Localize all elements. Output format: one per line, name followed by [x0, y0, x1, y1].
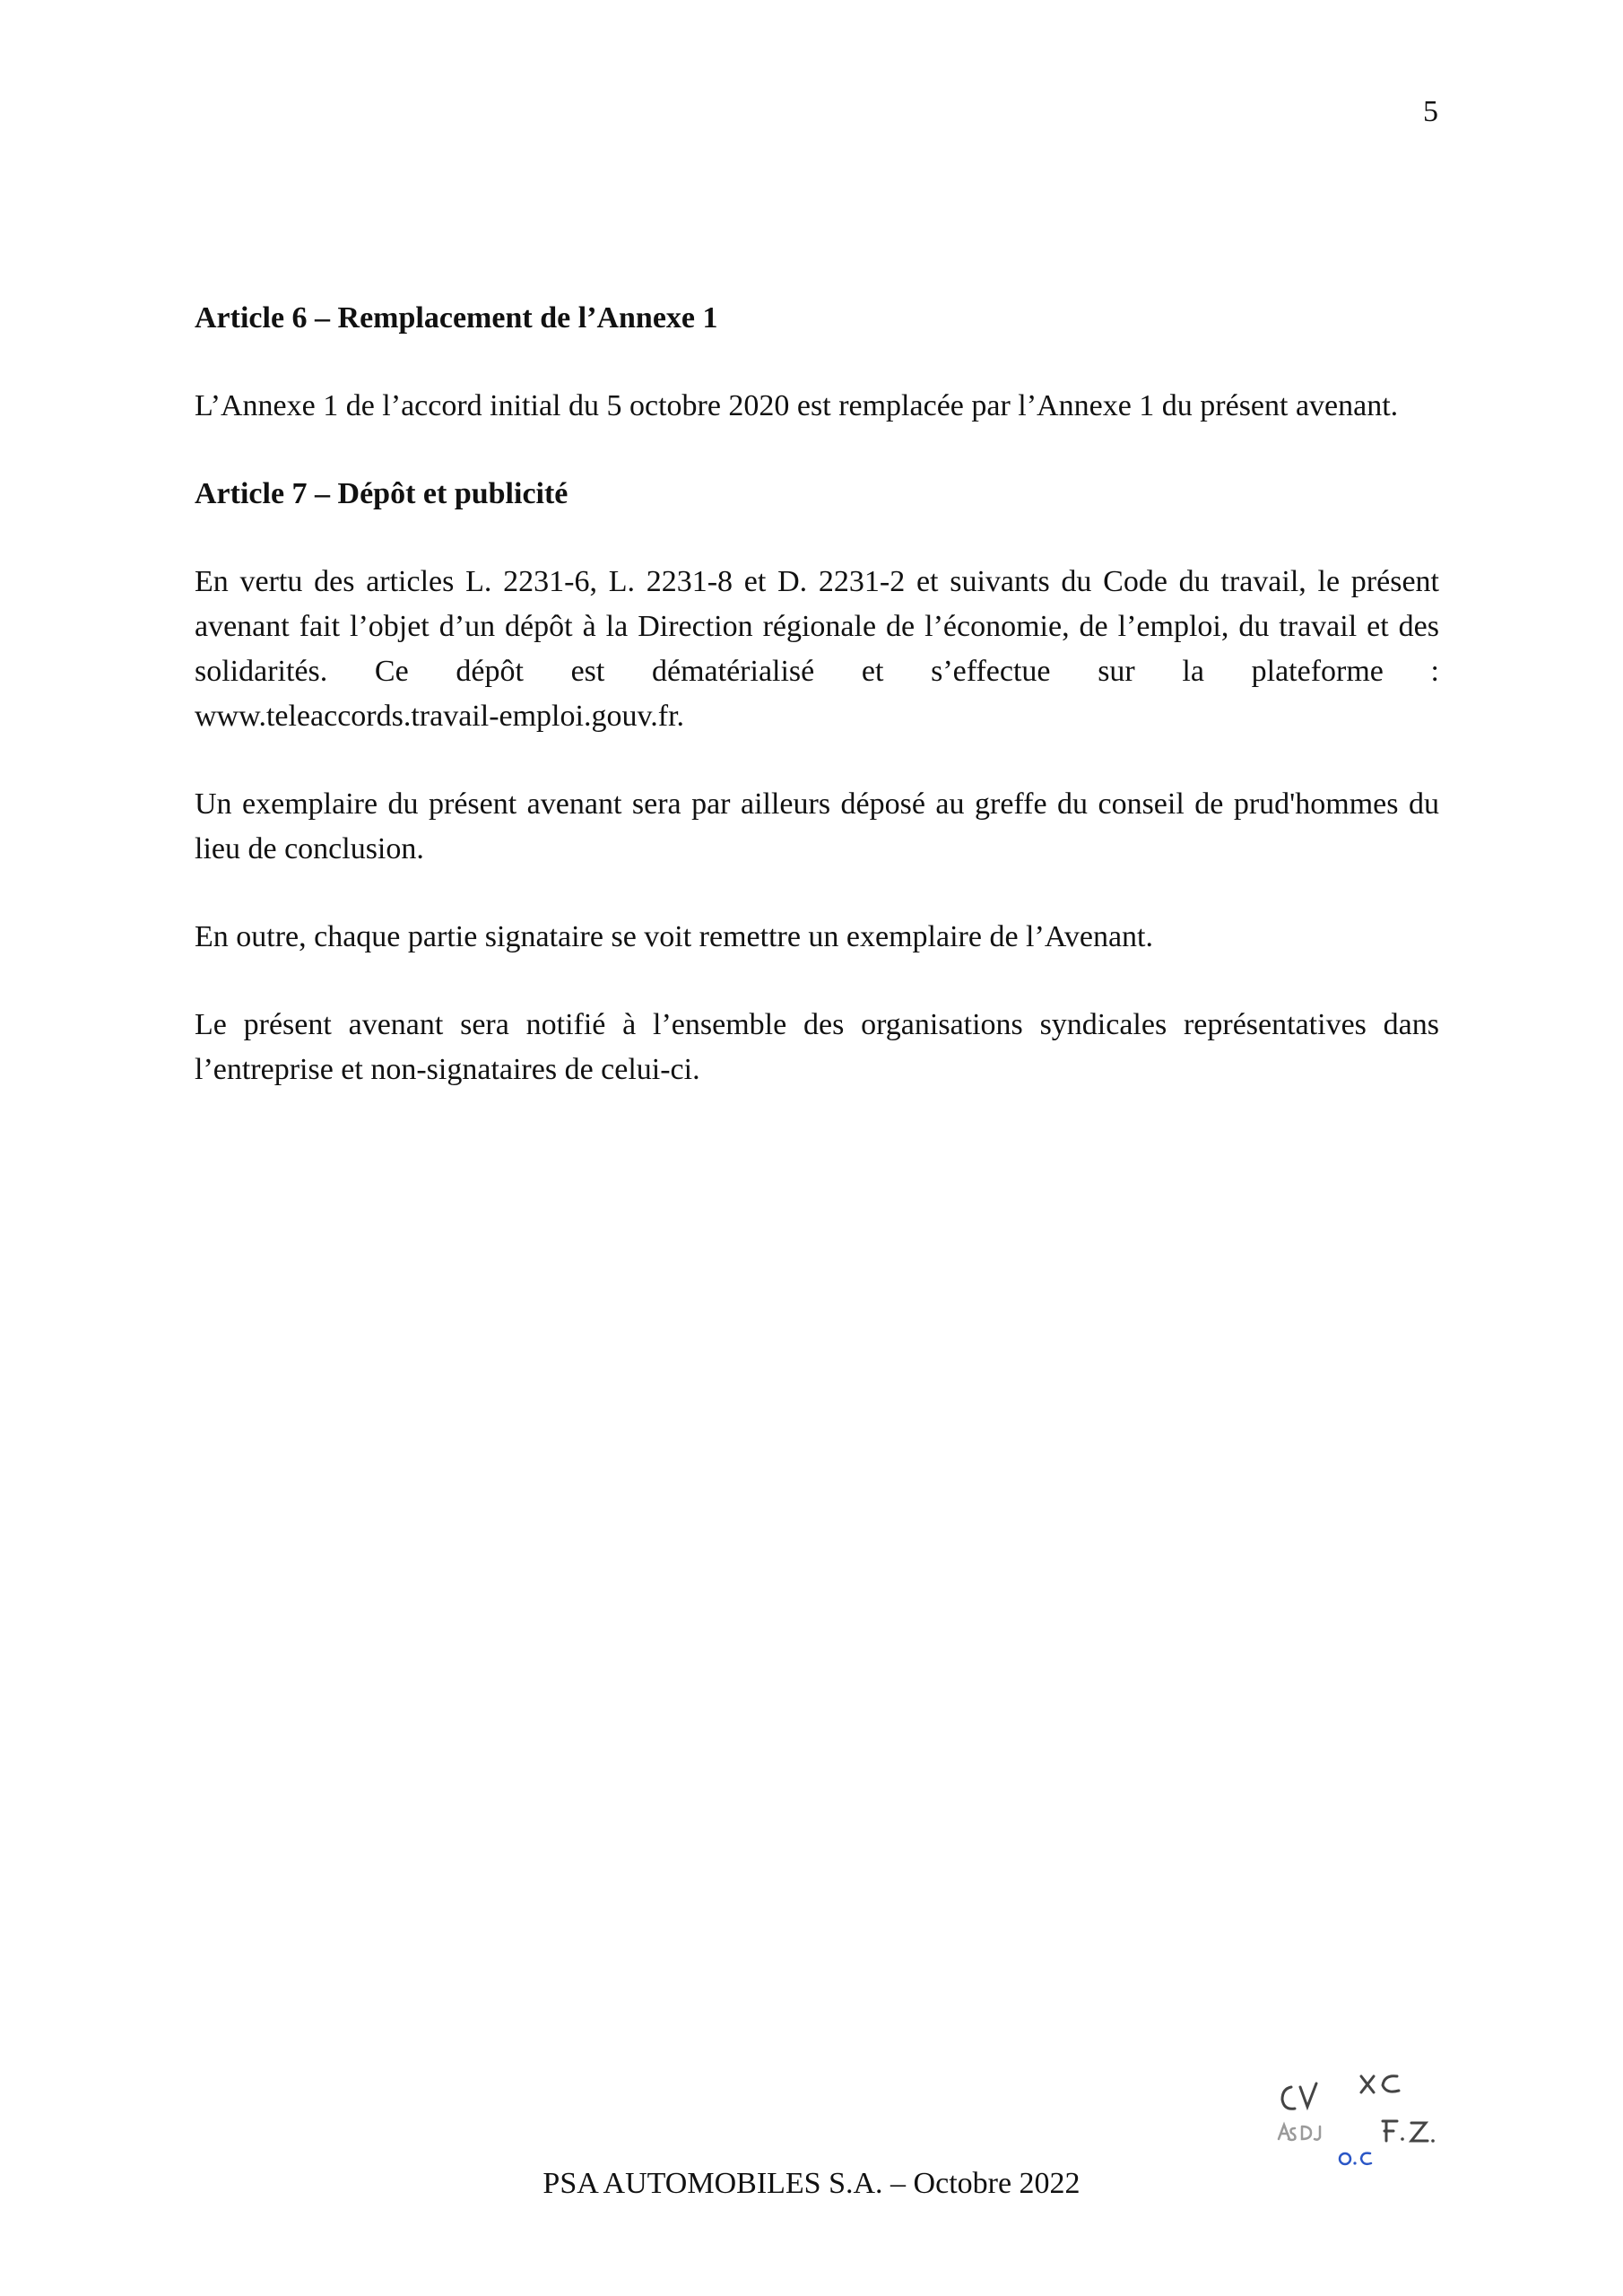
initials-mark: [1431, 2139, 1435, 2143]
initials-mark: [1300, 2083, 1316, 2107]
initials-mark: [1282, 2087, 1295, 2109]
article-7-heading: Article 7 – Dépôt et publicité: [195, 477, 568, 510]
handwritten-initials: [1271, 2067, 1469, 2175]
article-7-paragraph-deposit: En vertu des articles L. 2231-6, L. 2231-8 et D. 2231-2 et suivants du Code du travail, le présent avenant fait l’objet d’un dépôt à la Direction régionale de l’économie, de l’emploi, du travail et des solidarités. Ce dépôt est dématérialisé et s’effectue sur la plateforme :: [195, 565, 1439, 688]
initials-mark: [1411, 2123, 1428, 2141]
initials-mark: [1383, 2121, 1397, 2141]
article-6-heading: Article 6 – Remplacement de l’Annexe 1: [195, 301, 718, 335]
initials-mark: [1361, 2153, 1371, 2164]
article-7-paragraph-greffe: Un exemplaire du présent avenant sera par ailleurs déposé au greffe du conseil de prud'hommes du lieu de conclusion.: [195, 787, 1439, 865]
initials-mark: [1383, 2076, 1399, 2092]
initials-mark: [1353, 2161, 1356, 2164]
article-7-paragraph-notification: Le présent avenant sera notifié à l’ensemble des organisations syndicales représentatives dans l’entreprise et non-signataires de celui-ci.: [195, 1008, 1439, 1086]
initials-mark: [1279, 2125, 1320, 2140]
article-6: [195, 296, 1439, 429]
article-7-paragraph-copy: En outre, chaque partie signataire se voit remettre un exemplaire de l’Avenant.: [195, 920, 1153, 953]
initials-mark: [1340, 2153, 1350, 2164]
page-footer: PSA AUTOMOBILES S.A. – Octobre 2022: [542, 2167, 1081, 2200]
initials-mark: [1361, 2076, 1374, 2092]
article-7: [195, 472, 1439, 1092]
article-6-paragraph: L’Annexe 1 de l’accord initial du 5 octobre 2020 est remplacée par l’Annexe 1 du présent avenant.: [195, 389, 1399, 422]
article-7-url: www.teleaccords.travail-emploi.gouv.fr.: [195, 700, 685, 733]
document-body: [195, 296, 1439, 1092]
page-number: 5: [1423, 95, 1438, 128]
initials-mark: [1401, 2137, 1404, 2141]
